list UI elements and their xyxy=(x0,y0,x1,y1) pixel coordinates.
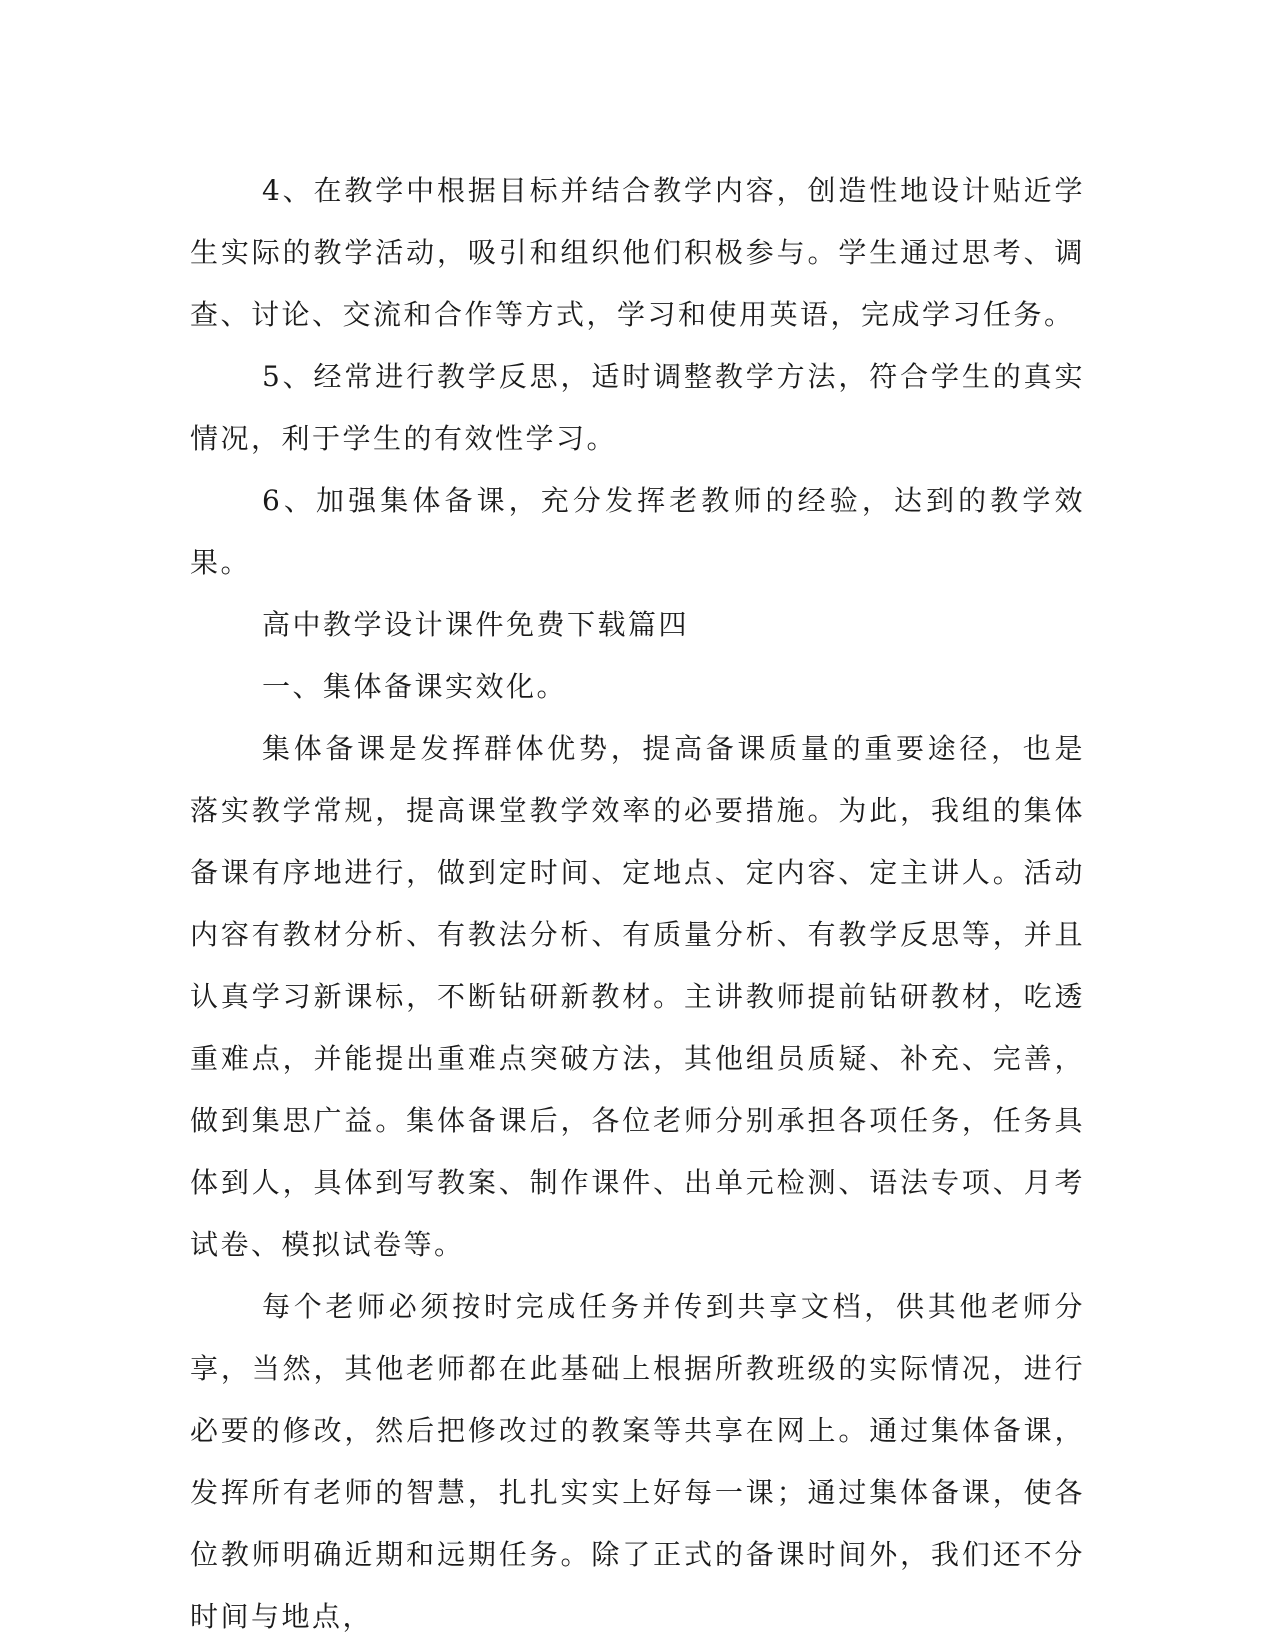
paragraph-sharing: 每个老师必须按时完成任务并传到共享文档，供其他老师分享，当然，其他老师都在此基础上根据所教班级的实际情况，进行必要的修改，然后把修改过的教案等共享在网上。通过集体备课，发挥所有老师的智慧，扎扎实实上好每一课；通过集体备课，使各位教师明确近期和远期任务。除了正式的备课时间外，我们还不分时间与地点， xyxy=(190,1290,1085,1633)
paragraph-collective-prep: 集体备课是发挥群体优势，提高备课质量的重要途径，也是落实教学常规，提高课堂教学效率的必要措施。为此，我组的集体备课有序地进行，做到定时间、定地点、定内容、定主讲人。活动内容有教材分析、有教法分析、有质量分析、有教学反思等，并且认真学习新课标，不断钻研新教材。主讲教师提前钻研教材，吃透重难点，并能提出重难点突破方法，其他组员质疑、补充、完善，做到集思广益。集体备课后，各位老师分别承担各项任务，任务具体到人，具体到写教案、制作课件、出单元检测、语法专项、月考试卷、模拟试卷等。 xyxy=(190,732,1085,1261)
paragraph-item-4: 4、在教学中根据目标并结合教学内容，创造性地设计贴近学生实际的教学活动，吸引和组织他们积极参与。学生通过思考、调查、讨论、交流和合作等方式，学习和使用英语，完成学习任务。 xyxy=(190,174,1085,331)
section-title: 高中教学设计课件免费下载篇四 xyxy=(262,608,690,641)
paragraph-item-5: 5、经常进行教学反思，适时调整教学方法，符合学生的真实情况，利于学生的有效性学习。 xyxy=(190,360,1085,455)
document-body xyxy=(190,160,1085,1648)
paragraph-item-6: 6、加强集体备课，充分发挥老教师的经验，达到的教学效果。 xyxy=(190,484,1085,579)
section-subtitle: 一、集体备课实效化。 xyxy=(262,670,568,703)
